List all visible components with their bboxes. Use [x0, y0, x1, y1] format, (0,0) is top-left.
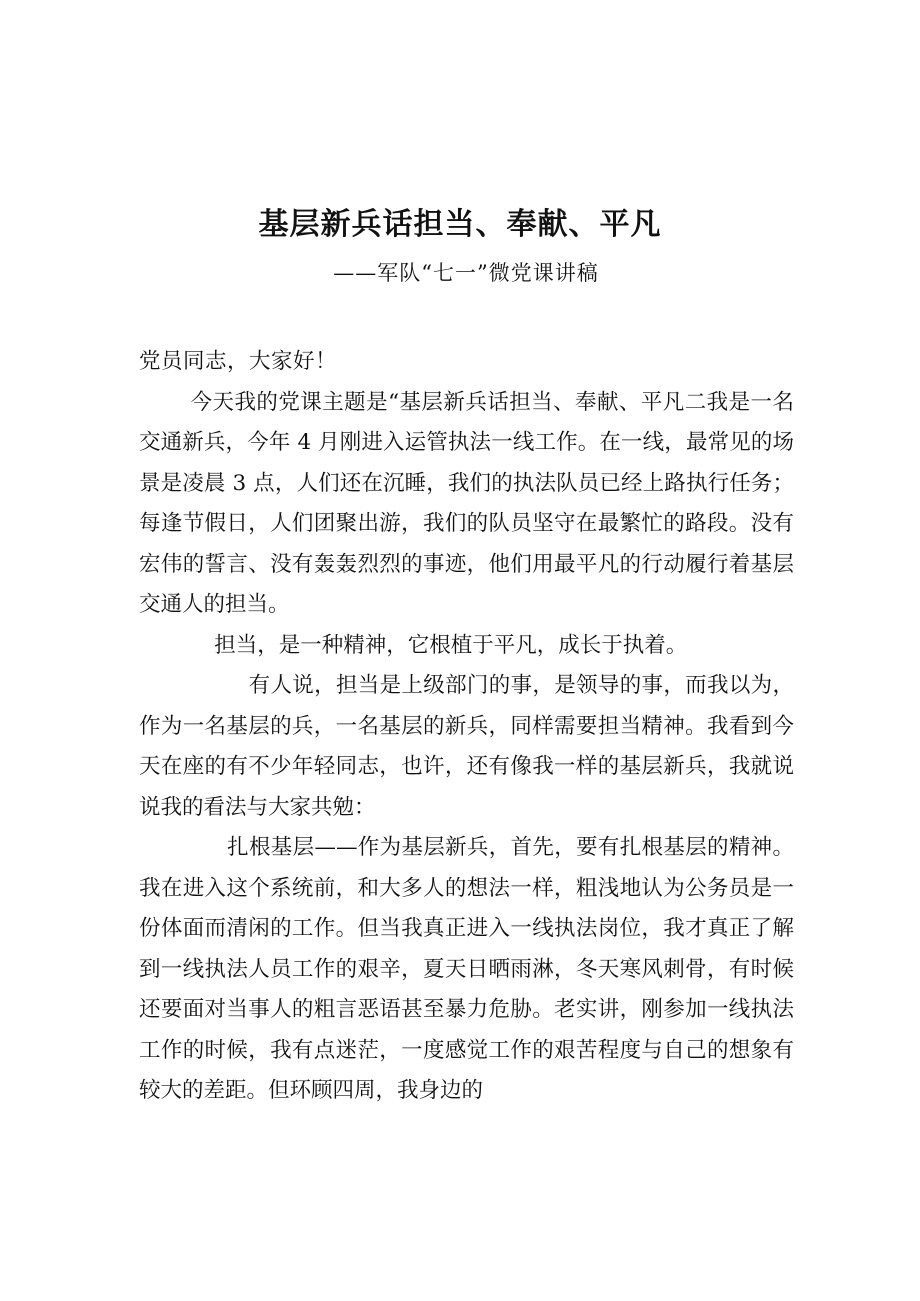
greeting-line: 党员同志，大家好！: [139, 349, 338, 374]
document-body: [139, 342, 794, 1112]
paragraph-4: 扎根基层——作为基层新兵，首先，要有扎根基层的精神。我在进入这个系统前，和大多人的想法一样，粗浅地认为公务员是一份体面而清闲的工作。但当我真正进入一线执法岗位，我才真正了解到一线执法人员工作的艰辛，夏天日晒雨淋，冬天寒风刺骨，有时候还要面对当事人的粗言恶语甚至暴力危胁。老实讲，刚参加一线执法工作的时候，我有点迷茫，一度感觉工作的艰苦程度与自己的想象有较大的差距。但环顾四周，我身边的: [139, 835, 794, 1103]
document-title: 基层新兵话担当、奉献、平凡: [258, 207, 662, 242]
paragraph-2: 担当，是一种精神，它根植于平凡，成长于执着。: [214, 632, 688, 658]
paragraph-3: 有人说，担当是上级部门的事，是领导的事，而我以为，作为一名基层的兵，一名基层的新兵，同样需要担当精神。我看到今天在座的有不少年轻同志，也许，还有像我一样的基层新兵，我就说说我的看法与大家共勉：: [139, 673, 794, 820]
document-subtitle: ——军队“七一”微党课讲稿: [333, 261, 599, 285]
paragraph-1: 今天我的党课主题是“基层新兵话担当、奉献、平凡二我是一名交通新兵，今年 4 月刚进入运管执法一线工作。在一线，最常见的场景是凌晨 3 点，人们还在沉睡，我们的执法队员已经上路执行任务；每逢节假日，人们团聚出游，我们的队员坚守在最繁忙的路段。没有宏伟的誓言、没有轰轰烈烈的事迹，他们用最平凡的行动履行着基层交通人的担当。: [139, 389, 794, 617]
